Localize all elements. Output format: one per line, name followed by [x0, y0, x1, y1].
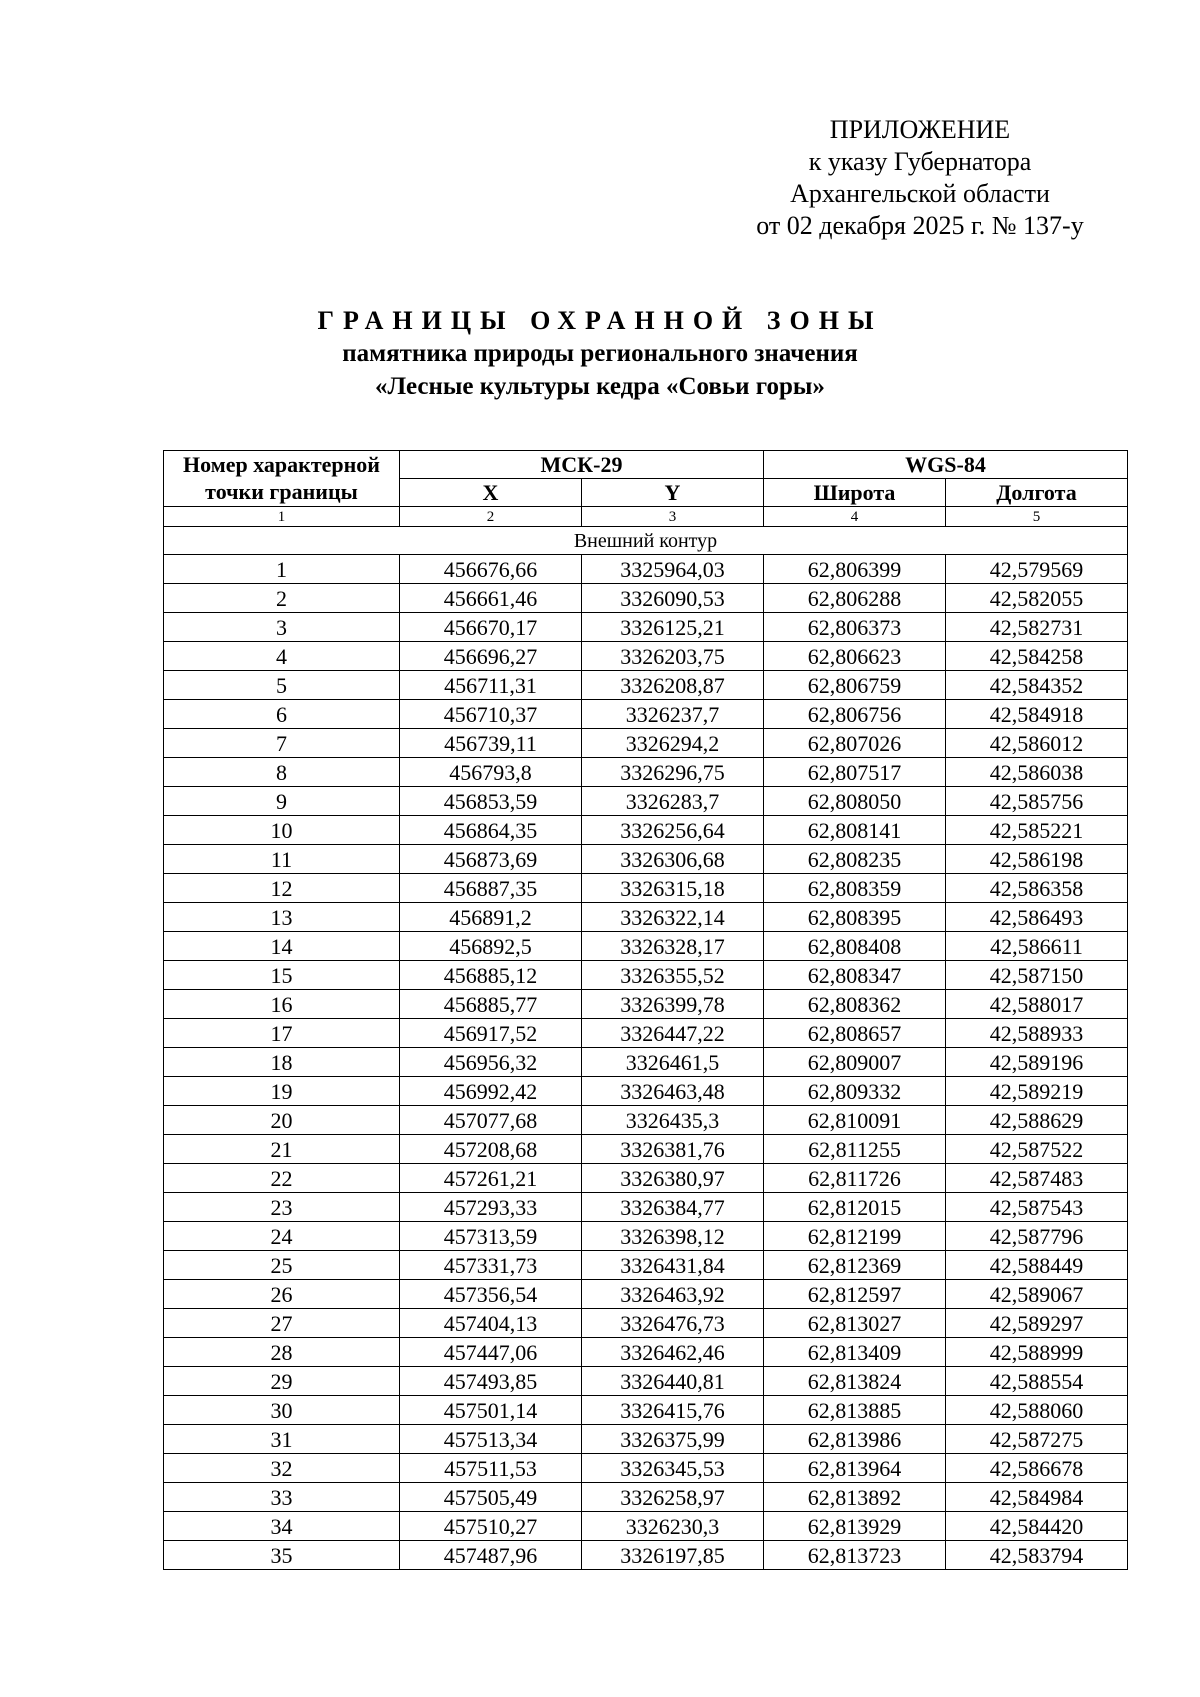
title-subtitle-1: памятника природы регионального значения — [342, 340, 858, 367]
cell-point-number: 6 — [164, 700, 400, 729]
cell-wgs-longitude: 42,588999 — [946, 1338, 1128, 1367]
table-row — [164, 1048, 1128, 1077]
cell-point-number: 17 — [164, 1019, 400, 1048]
column-number: 3 — [582, 507, 764, 527]
cell-msk-y: 3326380,97 — [582, 1164, 764, 1193]
header-x: X — [400, 479, 582, 507]
cell-wgs-latitude: 62,808347 — [764, 961, 946, 990]
cell-wgs-longitude: 42,587522 — [946, 1135, 1128, 1164]
cell-wgs-latitude: 62,808141 — [764, 816, 946, 845]
cell-point-number: 1 — [164, 555, 400, 584]
cell-point-number: 19 — [164, 1077, 400, 1106]
cell-wgs-latitude: 62,812015 — [764, 1193, 946, 1222]
cell-msk-x: 457293,33 — [400, 1193, 582, 1222]
cell-msk-y: 3326256,64 — [582, 816, 764, 845]
cell-wgs-latitude: 62,813885 — [764, 1396, 946, 1425]
table-row — [164, 903, 1128, 932]
cell-point-number: 20 — [164, 1106, 400, 1135]
cell-wgs-longitude: 42,587543 — [946, 1193, 1128, 1222]
cell-point-number: 10 — [164, 816, 400, 845]
cell-point-number: 27 — [164, 1309, 400, 1338]
cell-wgs-longitude: 42,585756 — [946, 787, 1128, 816]
cell-msk-x: 456739,11 — [400, 729, 582, 758]
cell-point-number: 33 — [164, 1483, 400, 1512]
cell-msk-y: 3326384,77 — [582, 1193, 764, 1222]
cell-msk-y: 3326328,17 — [582, 932, 764, 961]
cell-msk-x: 457331,73 — [400, 1251, 582, 1280]
table-row — [164, 700, 1128, 729]
cell-wgs-latitude: 62,808050 — [764, 787, 946, 816]
cell-msk-y: 3326463,48 — [582, 1077, 764, 1106]
cell-point-number: 16 — [164, 990, 400, 1019]
cell-point-number: 8 — [164, 758, 400, 787]
table-row — [164, 932, 1128, 961]
cell-point-number: 21 — [164, 1135, 400, 1164]
cell-wgs-latitude: 62,808359 — [764, 874, 946, 903]
cell-wgs-longitude: 42,588060 — [946, 1396, 1128, 1425]
cell-msk-y: 3326435,3 — [582, 1106, 764, 1135]
header-msk29: МСК-29 — [400, 451, 764, 479]
cell-msk-y: 3326476,73 — [582, 1309, 764, 1338]
cell-msk-x: 457487,96 — [400, 1541, 582, 1570]
cell-wgs-latitude: 62,811255 — [764, 1135, 946, 1164]
table-row — [164, 1106, 1128, 1135]
cell-msk-y: 3326230,3 — [582, 1512, 764, 1541]
cell-msk-y: 3326440,81 — [582, 1367, 764, 1396]
cell-point-number: 4 — [164, 642, 400, 671]
cell-wgs-latitude: 62,813723 — [764, 1541, 946, 1570]
cell-wgs-longitude: 42,589297 — [946, 1309, 1128, 1338]
title-subtitle-2: «Лесные культуры кедра «Совьи горы» — [375, 373, 825, 400]
cell-wgs-longitude: 42,587796 — [946, 1222, 1128, 1251]
cell-msk-y: 3326090,53 — [582, 584, 764, 613]
table-row — [164, 1309, 1128, 1338]
cell-point-number: 15 — [164, 961, 400, 990]
table-row — [164, 1367, 1128, 1396]
cell-point-number: 12 — [164, 874, 400, 903]
table-row — [164, 1193, 1128, 1222]
section-outer-contour: Внешний контур — [164, 527, 1128, 555]
cell-wgs-longitude: 42,588554 — [946, 1367, 1128, 1396]
cell-point-number: 7 — [164, 729, 400, 758]
cell-wgs-longitude: 42,586012 — [946, 729, 1128, 758]
table-row — [164, 1135, 1128, 1164]
table-row — [164, 642, 1128, 671]
table-row — [164, 1483, 1128, 1512]
cell-point-number: 28 — [164, 1338, 400, 1367]
cell-msk-y: 3326197,85 — [582, 1541, 764, 1570]
table-row — [164, 1512, 1128, 1541]
cell-point-number: 11 — [164, 845, 400, 874]
cell-msk-y: 3326237,7 — [582, 700, 764, 729]
cell-wgs-longitude: 42,587150 — [946, 961, 1128, 990]
column-number-row — [164, 507, 1128, 527]
column-number: 1 — [164, 507, 400, 527]
table-row — [164, 1541, 1128, 1570]
cell-msk-x: 457356,54 — [400, 1280, 582, 1309]
cell-wgs-longitude: 42,584420 — [946, 1512, 1128, 1541]
cell-msk-y: 3326381,76 — [582, 1135, 764, 1164]
cell-wgs-latitude: 62,807026 — [764, 729, 946, 758]
cell-msk-x: 457505,49 — [400, 1483, 582, 1512]
table-row — [164, 787, 1128, 816]
table-row — [164, 1251, 1128, 1280]
cell-msk-x: 457493,85 — [400, 1367, 582, 1396]
cell-wgs-latitude: 62,811726 — [764, 1164, 946, 1193]
cell-point-number: 35 — [164, 1541, 400, 1570]
cell-msk-x: 456696,27 — [400, 642, 582, 671]
cell-wgs-longitude: 42,586493 — [946, 903, 1128, 932]
coordinates-table — [163, 450, 1128, 1570]
header-wgs84: WGS-84 — [764, 451, 1128, 479]
cell-msk-x: 456992,42 — [400, 1077, 582, 1106]
cell-msk-y: 3326208,87 — [582, 671, 764, 700]
table-row — [164, 1019, 1128, 1048]
cell-wgs-latitude: 62,813986 — [764, 1425, 946, 1454]
cell-point-number: 29 — [164, 1367, 400, 1396]
cell-msk-y: 3326415,76 — [582, 1396, 764, 1425]
cell-wgs-latitude: 62,806759 — [764, 671, 946, 700]
cell-msk-x: 456885,77 — [400, 990, 582, 1019]
cell-wgs-latitude: 62,807517 — [764, 758, 946, 787]
cell-wgs-longitude: 42,589219 — [946, 1077, 1128, 1106]
cell-msk-y: 3326294,2 — [582, 729, 764, 758]
cell-wgs-longitude: 42,588017 — [946, 990, 1128, 1019]
cell-wgs-latitude: 62,806399 — [764, 555, 946, 584]
cell-wgs-longitude: 42,586611 — [946, 932, 1128, 961]
cell-point-number: 9 — [164, 787, 400, 816]
cell-point-number: 24 — [164, 1222, 400, 1251]
cell-wgs-longitude: 42,586678 — [946, 1454, 1128, 1483]
cell-wgs-latitude: 62,812199 — [764, 1222, 946, 1251]
cell-wgs-longitude: 42,586038 — [946, 758, 1128, 787]
cell-msk-y: 3326398,12 — [582, 1222, 764, 1251]
cell-point-number: 32 — [164, 1454, 400, 1483]
cell-wgs-longitude: 42,587275 — [946, 1425, 1128, 1454]
table-row — [164, 555, 1128, 584]
cell-msk-x: 456885,12 — [400, 961, 582, 990]
cell-wgs-latitude: 62,813892 — [764, 1483, 946, 1512]
cell-msk-y: 3326283,7 — [582, 787, 764, 816]
cell-msk-x: 456887,35 — [400, 874, 582, 903]
cell-msk-y: 3326461,5 — [582, 1048, 764, 1077]
cell-wgs-latitude: 62,813409 — [764, 1338, 946, 1367]
cell-msk-x: 457510,27 — [400, 1512, 582, 1541]
cell-msk-y: 3326447,22 — [582, 1019, 764, 1048]
cell-point-number: 25 — [164, 1251, 400, 1280]
cell-wgs-latitude: 62,812597 — [764, 1280, 946, 1309]
cell-wgs-latitude: 62,813824 — [764, 1367, 946, 1396]
header-longitude: Долгота — [946, 479, 1128, 507]
cell-wgs-longitude: 42,584984 — [946, 1483, 1128, 1512]
cell-wgs-longitude: 42,584918 — [946, 700, 1128, 729]
cell-point-number: 14 — [164, 932, 400, 961]
cell-wgs-latitude: 62,808657 — [764, 1019, 946, 1048]
cell-msk-y: 3326463,92 — [582, 1280, 764, 1309]
table-row — [164, 613, 1128, 642]
cell-msk-y: 3326315,18 — [582, 874, 764, 903]
cell-msk-x: 457208,68 — [400, 1135, 582, 1164]
cell-wgs-latitude: 62,806373 — [764, 613, 946, 642]
cell-wgs-longitude: 42,588933 — [946, 1019, 1128, 1048]
cell-msk-y: 3326203,75 — [582, 642, 764, 671]
appendix-title: ПРИЛОЖЕНИЕ — [829, 115, 1011, 144]
table-row — [164, 874, 1128, 903]
cell-wgs-latitude: 62,808235 — [764, 845, 946, 874]
cell-msk-x: 456711,31 — [400, 671, 582, 700]
cell-msk-y: 3326296,75 — [582, 758, 764, 787]
cell-msk-x: 456710,37 — [400, 700, 582, 729]
header-point-number-line1: Номер характерной — [164, 451, 400, 479]
cell-point-number: 26 — [164, 1280, 400, 1309]
cell-point-number: 34 — [164, 1512, 400, 1541]
cell-msk-x: 456956,32 — [400, 1048, 582, 1077]
table-row — [164, 1396, 1128, 1425]
cell-wgs-latitude: 62,813964 — [764, 1454, 946, 1483]
cell-msk-x: 457447,06 — [400, 1338, 582, 1367]
cell-wgs-longitude: 42,586198 — [946, 845, 1128, 874]
cell-msk-x: 457513,34 — [400, 1425, 582, 1454]
table-row — [164, 1164, 1128, 1193]
document-title — [0, 305, 1200, 403]
cell-wgs-latitude: 62,806288 — [764, 584, 946, 613]
cell-msk-x: 456676,66 — [400, 555, 582, 584]
appendix-block — [700, 114, 1140, 242]
header-latitude: Широта — [764, 479, 946, 507]
appendix-line-date: от 02 декабря 2025 г. № 137-у — [756, 211, 1084, 240]
cell-wgs-longitude: 42,585221 — [946, 816, 1128, 845]
cell-wgs-longitude: 42,588629 — [946, 1106, 1128, 1135]
table-row — [164, 961, 1128, 990]
cell-msk-x: 456891,2 — [400, 903, 582, 932]
cell-msk-x: 456892,5 — [400, 932, 582, 961]
cell-msk-y: 3326345,53 — [582, 1454, 764, 1483]
table-row — [164, 584, 1128, 613]
table-row — [164, 1280, 1128, 1309]
header-y: Y — [582, 479, 764, 507]
cell-wgs-longitude: 42,584352 — [946, 671, 1128, 700]
table-row — [164, 1338, 1128, 1367]
cell-wgs-latitude: 62,813929 — [764, 1512, 946, 1541]
cell-wgs-latitude: 62,808395 — [764, 903, 946, 932]
cell-wgs-latitude: 62,812369 — [764, 1251, 946, 1280]
cell-wgs-latitude: 62,809332 — [764, 1077, 946, 1106]
cell-wgs-longitude: 42,587483 — [946, 1164, 1128, 1193]
table-row — [164, 1425, 1128, 1454]
table-row — [164, 1077, 1128, 1106]
cell-msk-y: 3326322,14 — [582, 903, 764, 932]
table-row — [164, 758, 1128, 787]
cell-wgs-latitude: 62,808408 — [764, 932, 946, 961]
cell-msk-x: 457313,59 — [400, 1222, 582, 1251]
cell-msk-y: 3326462,46 — [582, 1338, 764, 1367]
table-row — [164, 845, 1128, 874]
cell-msk-y: 3325964,03 — [582, 555, 764, 584]
cell-wgs-latitude: 62,806756 — [764, 700, 946, 729]
cell-point-number: 22 — [164, 1164, 400, 1193]
cell-msk-x: 456661,46 — [400, 584, 582, 613]
cell-wgs-longitude: 42,584258 — [946, 642, 1128, 671]
cell-point-number: 31 — [164, 1425, 400, 1454]
cell-wgs-latitude: 62,809007 — [764, 1048, 946, 1077]
appendix-line-region: Архангельской области — [790, 179, 1050, 208]
cell-wgs-longitude: 42,582731 — [946, 613, 1128, 642]
cell-msk-y: 3326125,21 — [582, 613, 764, 642]
cell-msk-x: 457404,13 — [400, 1309, 582, 1338]
cell-wgs-longitude: 42,579569 — [946, 555, 1128, 584]
cell-point-number: 2 — [164, 584, 400, 613]
cell-msk-x: 456670,17 — [400, 613, 582, 642]
cell-point-number: 3 — [164, 613, 400, 642]
cell-msk-y: 3326375,99 — [582, 1425, 764, 1454]
cell-msk-y: 3326306,68 — [582, 845, 764, 874]
cell-wgs-latitude: 62,813027 — [764, 1309, 946, 1338]
cell-msk-y: 3326258,97 — [582, 1483, 764, 1512]
title-main: ГРАНИЦЫ ОХРАННОЙ ЗОНЫ — [317, 306, 883, 335]
cell-wgs-longitude: 42,583794 — [946, 1541, 1128, 1570]
cell-msk-y: 3326431,84 — [582, 1251, 764, 1280]
cell-msk-y: 3326399,78 — [582, 990, 764, 1019]
cell-msk-x: 456873,69 — [400, 845, 582, 874]
cell-msk-x: 457501,14 — [400, 1396, 582, 1425]
cell-msk-x: 456793,8 — [400, 758, 582, 787]
column-number: 4 — [764, 507, 946, 527]
cell-wgs-longitude: 42,589067 — [946, 1280, 1128, 1309]
cell-wgs-latitude: 62,810091 — [764, 1106, 946, 1135]
cell-msk-x: 457511,53 — [400, 1454, 582, 1483]
appendix-line-decree: к указу Губернатора — [808, 147, 1032, 176]
table-row — [164, 1222, 1128, 1251]
cell-msk-y: 3326355,52 — [582, 961, 764, 990]
cell-wgs-latitude: 62,806623 — [764, 642, 946, 671]
cell-wgs-longitude: 42,588449 — [946, 1251, 1128, 1280]
column-number: 5 — [946, 507, 1128, 527]
cell-wgs-longitude: 42,582055 — [946, 584, 1128, 613]
table-row — [164, 729, 1128, 758]
cell-point-number: 23 — [164, 1193, 400, 1222]
cell-point-number: 5 — [164, 671, 400, 700]
cell-msk-x: 456917,52 — [400, 1019, 582, 1048]
cell-point-number: 13 — [164, 903, 400, 932]
cell-wgs-longitude: 42,589196 — [946, 1048, 1128, 1077]
table-row — [164, 990, 1128, 1019]
header-point-number-line2: точки границы — [164, 479, 400, 507]
cell-wgs-longitude: 42,586358 — [946, 874, 1128, 903]
cell-point-number: 30 — [164, 1396, 400, 1425]
cell-msk-x: 457077,68 — [400, 1106, 582, 1135]
column-number: 2 — [400, 507, 582, 527]
cell-point-number: 18 — [164, 1048, 400, 1077]
table-row — [164, 671, 1128, 700]
table-row — [164, 816, 1128, 845]
table-row — [164, 1454, 1128, 1483]
cell-msk-x: 456864,35 — [400, 816, 582, 845]
cell-msk-x: 456853,59 — [400, 787, 582, 816]
cell-wgs-latitude: 62,808362 — [764, 990, 946, 1019]
cell-msk-x: 457261,21 — [400, 1164, 582, 1193]
